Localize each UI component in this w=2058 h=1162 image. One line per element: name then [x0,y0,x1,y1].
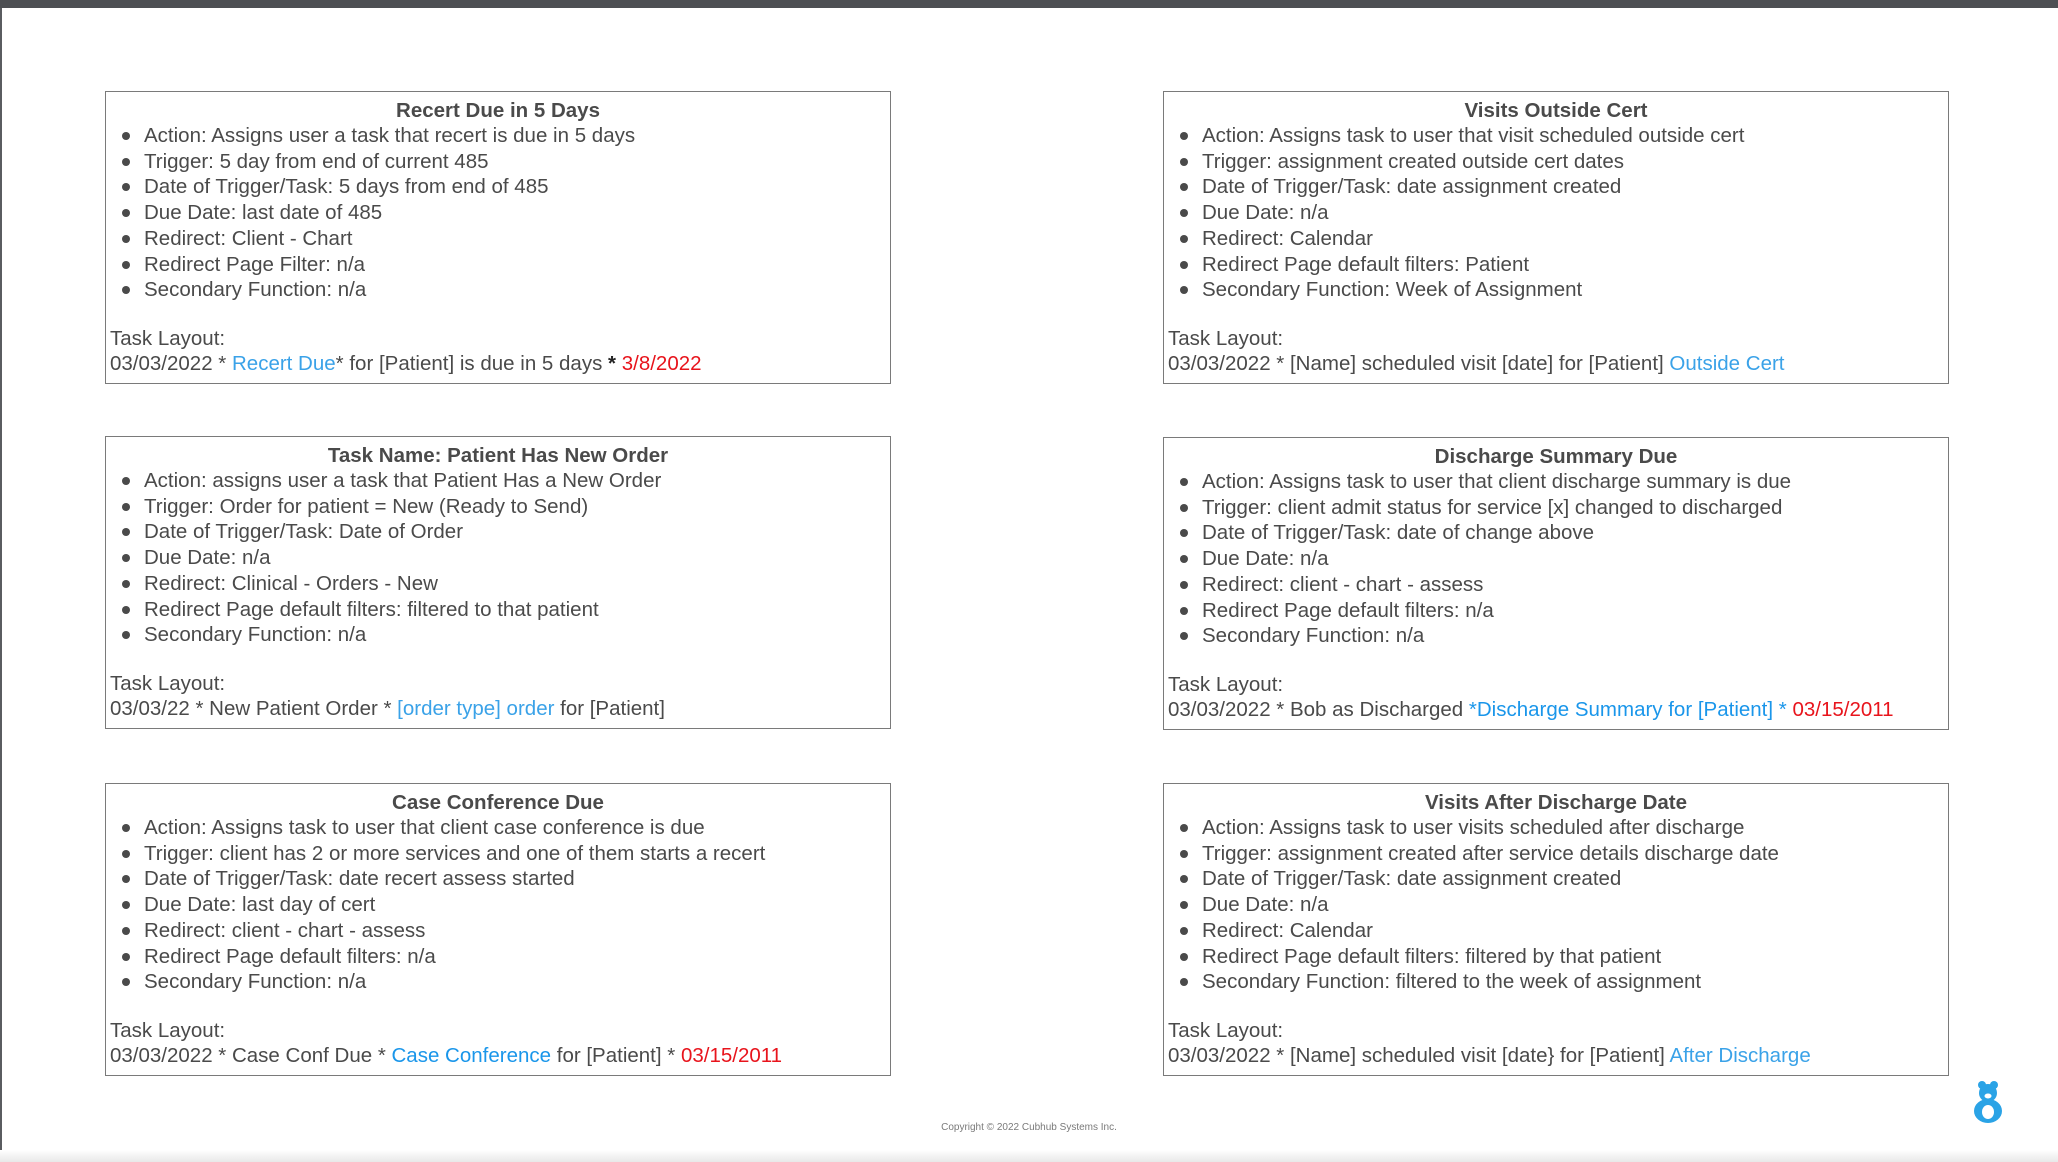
list-item: Trigger: client admit status for service [x] changed to discharged [1178,495,1948,521]
card-title: Case Conference Due [392,791,604,814]
card-title: Visits Outside Cert [1464,99,1648,122]
bullet-icon [122,554,130,562]
list-item: Trigger: client has 2 or more services and one of them starts a recert [120,841,890,867]
bullet-icon [1180,901,1188,909]
bullet-icon [122,235,130,243]
list-item: Redirect: client - chart - assess [1178,572,1948,598]
list-item: Redirect Page default filters: Patient [1178,252,1948,278]
card-bullet-list [1164,123,1948,303]
bullet-icon [122,580,130,588]
task-type-highlight: After Discharge [1669,1044,1811,1067]
bullet-icon [1180,235,1188,243]
list-item: Date of Trigger/Task: Date of Order [120,519,890,545]
list-item: Date of Trigger/Task: 5 days from end of 485 [120,174,890,200]
task-card-visits-outside-cert [1163,91,1949,384]
list-item: Redirect: client - chart - assess [120,918,890,944]
list-item: Action: Assigns task to user that client case conference is due [120,815,890,841]
list-item: Due Date: last date of 485 [120,200,890,226]
list-item: Due Date: n/a [120,545,890,571]
task-type-highlight: Recert Due [231,352,336,375]
bear-cub-logo-icon [1970,1076,2006,1124]
list-item: Redirect Page Filter: n/a [120,252,890,278]
bullet-icon [1180,607,1188,615]
task-type-highlight: [order type] order [397,697,555,720]
bullet-icon [122,631,130,639]
bullet-icon [1180,529,1188,537]
card-bullet-list [106,815,890,995]
task-layout-label: Task Layout: [1168,327,1284,350]
list-item: Due Date: n/a [1178,892,1948,918]
task-layout-line: 03/03/2022 * Recert Due* for [Patient] is due in 5 days * 3/8/2022 [110,352,702,375]
bullet-icon [1180,286,1188,294]
list-item: Action: Assigns task to user that visit scheduled outside cert [1178,123,1948,149]
list-item: Due Date: n/a [1178,200,1948,226]
card-title: Task Name: Patient Has New Order [327,444,669,467]
task-layout-label: Task Layout: [110,672,226,695]
task-layout-line: 03/03/22 * New Patient Order * [order type] order for [Patient] [110,697,665,720]
list-item: Due Date: last day of cert [120,892,890,918]
list-item: Secondary Function: n/a [120,969,890,995]
task-card-discharge-summary-due [1163,437,1949,730]
list-item: Redirect: Clinical - Orders - New [120,571,890,597]
due-date-highlight: 03/15/2011 [1792,698,1894,721]
bullet-icon [1180,158,1188,166]
bullet-icon [1180,632,1188,640]
card-bullet-list [1164,469,1948,649]
bullet-icon [122,158,130,166]
list-item: Redirect: Calendar [1178,226,1948,252]
list-item: Action: Assigns task to user that client discharge summary is due [1178,469,1948,495]
bullet-icon [1180,978,1188,986]
bullet-icon [1180,555,1188,563]
list-item: Redirect Page default filters: filtered by that patient [1178,944,1948,970]
bullet-icon [1180,504,1188,512]
bullet-icon [1180,824,1188,832]
task-type-highlight: Case Conference [391,1044,552,1067]
task-layout-line: 03/03/2022 * Bob as Discharged *Discharge Summary for [Patient] * 03/15/2011 [1168,698,1894,721]
list-item: Secondary Function: Week of Assignment [1178,277,1948,303]
bullet-icon [1180,875,1188,883]
bullet-icon [122,606,130,614]
task-layout-label: Task Layout: [1168,673,1284,696]
list-item: Redirect Page default filters: n/a [120,944,890,970]
list-item: Date of Trigger/Task: date of change above [1178,520,1948,546]
task-layout-label: Task Layout: [110,1019,226,1042]
bullet-icon [122,978,130,986]
bullet-icon [122,875,130,883]
task-card-recert-due [105,91,891,384]
list-item: Trigger: assignment created after service details discharge date [1178,841,1948,867]
list-item: Secondary Function: n/a [1178,623,1948,649]
task-layout-label: Task Layout: [110,327,226,350]
card-bullet-list [106,468,890,648]
list-item: Secondary Function: n/a [120,277,890,303]
list-item: Trigger: 5 day from end of current 485 [120,149,890,175]
list-item: Redirect Page default filters: filtered to that patient [120,597,890,623]
list-item: Trigger: Order for patient = New (Ready to Send) [120,494,890,520]
window-left-edge [0,8,2,1162]
bullet-icon [122,850,130,858]
bullet-icon [122,261,130,269]
list-item: Secondary Function: n/a [120,622,890,648]
window-top-bar [0,0,2058,8]
task-type-highlight: *Discharge Summary for [Patient] * [1468,698,1793,721]
page-bottom-shadow [0,1150,2058,1162]
list-item: Secondary Function: filtered to the week of assignment [1178,969,1948,995]
bullet-icon [1180,132,1188,140]
bullet-icon [1180,953,1188,961]
task-card-patient-new-order [105,436,891,729]
bullet-icon [122,132,130,140]
copyright-footer: Copyright © 2022 Cubhub Systems Inc. [941,1122,1117,1133]
bullet-icon [122,824,130,832]
card-title: Visits After Discharge Date [1424,791,1688,814]
bullet-icon [122,901,130,909]
list-item: Redirect: Client - Chart [120,226,890,252]
list-item: Redirect Page default filters: n/a [1178,598,1948,624]
bullet-icon [1180,209,1188,217]
task-card-case-conference-due [105,783,891,1076]
bullet-icon [1180,850,1188,858]
due-date-highlight: 03/15/2011 [680,1044,783,1067]
bullet-icon [122,286,130,294]
due-date-highlight: 3/8/2022 [621,352,702,375]
bullet-icon [1180,183,1188,191]
bullet-icon [122,927,130,935]
task-layout-label: Task Layout: [1168,1019,1284,1042]
list-item: Due Date: n/a [1178,546,1948,572]
task-type-highlight: Outside Cert [1669,352,1785,375]
task-layout-line: 03/03/2022 * Case Conf Due * Case Conference for [Patient] * 03/15/2011 [110,1044,783,1067]
bullet-icon [122,528,130,536]
bullet-icon [1180,261,1188,269]
card-bullet-list [1164,815,1948,995]
list-item: Date of Trigger/Task: date recert assess started [120,866,890,892]
card-title: Discharge Summary Due [1434,445,1678,468]
list-item: Action: Assigns user a task that recert is due in 5 days [120,123,890,149]
list-item: Redirect: Calendar [1178,918,1948,944]
card-bullet-list [106,123,890,303]
bullet-icon [1180,478,1188,486]
list-item: Date of Trigger/Task: date assignment created [1178,866,1948,892]
task-layout-line: 03/03/2022 * [Name] scheduled visit [date} for [Patient] After Discharge [1168,1044,1811,1067]
bullet-icon [122,503,130,511]
bullet-icon [122,209,130,217]
list-item: Date of Trigger/Task: date assignment created [1178,174,1948,200]
list-item: Trigger: assignment created outside cert dates [1178,149,1948,175]
bullet-icon [122,477,130,485]
task-card-visits-after-discharge [1163,783,1949,1076]
list-item: Action: assigns user a task that Patient Has a New Order [120,468,890,494]
list-item: Action: Assigns task to user visits scheduled after discharge [1178,815,1948,841]
bullet-icon [1180,927,1188,935]
bullet-icon [1180,581,1188,589]
bullet-icon [122,953,130,961]
card-title: Recert Due in 5 Days [396,99,600,122]
task-layout-line: 03/03/2022 * [Name] scheduled visit [date] for [Patient] Outside Cert [1168,352,1785,375]
bullet-icon [122,183,130,191]
